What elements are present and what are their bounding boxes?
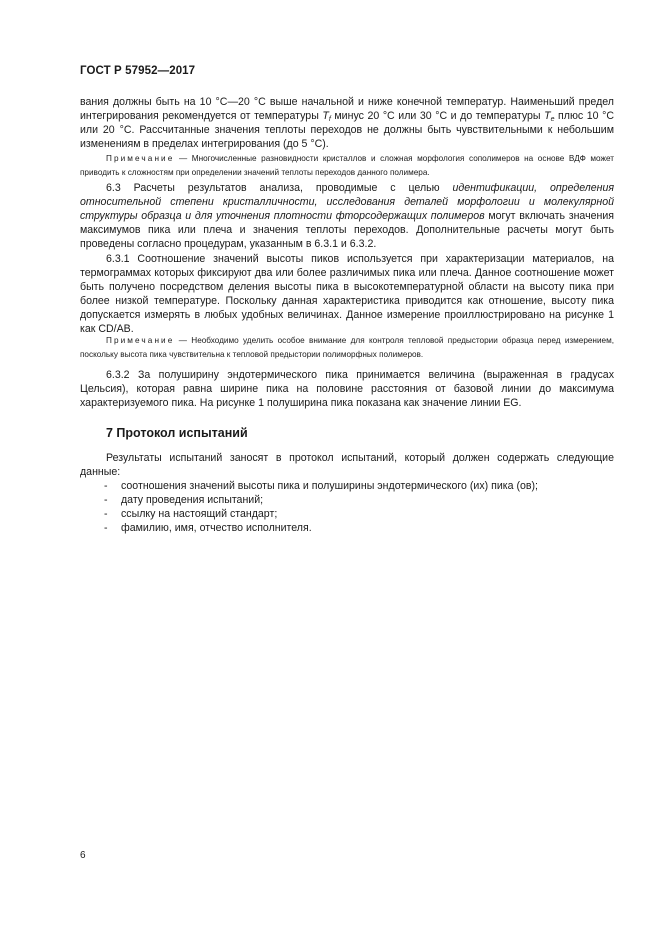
- requirements-list: [80, 479, 614, 535]
- paragraph-integration-limits: вания должны быть на 10 °С—20 °С выше начальной и ниже конечной температур. Наименьший предел интегрирования рекомендуется от температуры $T_f$ минус 20 °С или 30 °С и до температуры $T_e$ плюс 10 °С или 20 °С. Рассчитанные значения теплоты переходов не должны быть чувствительными к небольшим изменениям в пределах интегрирования (до 5 °С).: [80, 96, 614, 151]
- list-item: - фамилию, имя, отчество исполнителя.: [104, 522, 312, 535]
- document-header: ГОСТ Р 57952—2017: [80, 65, 196, 77]
- note-label: Примечание: [106, 336, 175, 345]
- section-7-title: 7 Протокол испытаний: [106, 426, 248, 440]
- paragraph-6-3: 6.3 Расчеты результатов анализа, проводимые с целью идентификации, определения относительной степени кристалличности, исследования деталей морфологии и молекулярной структуры образца и для уточнения плотности фторсодержащих полимеров могут включать значения максимумов пика или плеча и значения теплоты переходов. Дополнительные расчеты могут быть проведены согласно процедурам, указанным в 6.3.1 и 6.3.2.: [80, 182, 614, 251]
- note-1: Примечание — Многочисленные разновидности кристаллов и сложная морфология сополимеров на основе ВДФ может приводить к сложностям при определении значений теплоты переходов данного полимера.: [80, 154, 614, 177]
- list-item: - дату проведения испытаний;: [104, 494, 264, 507]
- paragraph-7: Результаты испытаний заносят в протокол испытаний, который должен содержать следующие данные:: [80, 452, 614, 479]
- list-item: - ссылку на настоящий стандарт;: [104, 508, 278, 521]
- note-label: Примечание: [106, 154, 175, 163]
- note-2: Примечание — Необходимо уделить особое внимание для контроля тепловой предыстории образца перед измерением, поскольку высота пика чувствительна к тепловой предыстории полиморфных полимеров.: [80, 336, 614, 359]
- paragraph-6-3-2: 6.3.2 За полуширину эндотермического пика принимается величина (выраженная в градусах Цельсия), которая равна ширине пика на половине расстояния от базовой линии до максимума характеризуемого пика. На рисунке 1 полуширина пика показана как значение линии EG.: [80, 369, 614, 410]
- list-item: - соотношения значений высоты пика и полуширины эндотермического (их) пика (ов);: [104, 480, 538, 492]
- page-number: 6: [80, 850, 86, 861]
- paragraph-6-3-1: 6.3.1 Соотношение значений высоты пиков используется при характеризации материалов, на термограммах которых фиксируют два или более различимых пика или плеча. Данное соотношение может быть получено посредством деления высоты пика в высокотемпературной области на высоту пика при более низкой температуре. Поскольку данная характеристика приводится как отношение, высоту пика допускается измерять в любых удобных величинах. Данное измерение проиллюстрировано на рисунке 1 как CD/AB.: [80, 253, 614, 336]
